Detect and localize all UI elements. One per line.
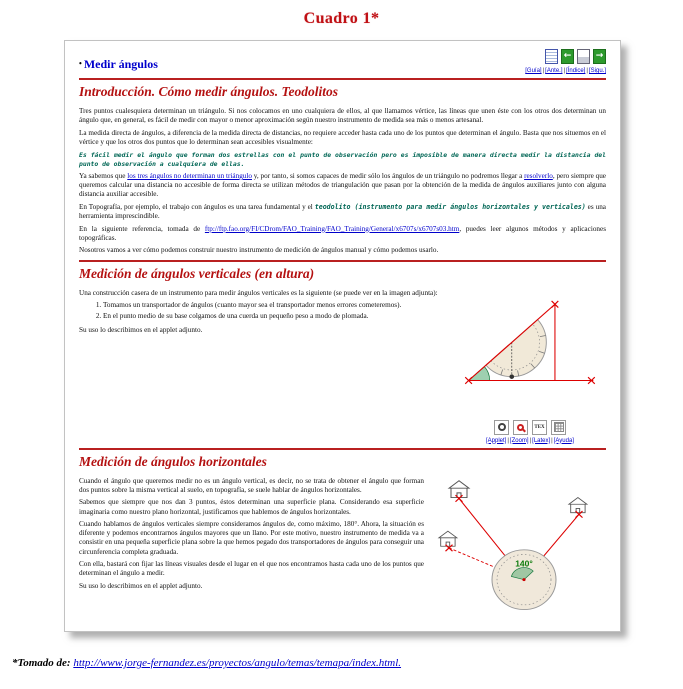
section-divider [79, 448, 606, 450]
header-icon-row [525, 49, 606, 64]
horizontal-figure-column [434, 477, 606, 622]
horizontal-section [79, 477, 606, 622]
applet-link-row [454, 438, 606, 444]
section-divider [79, 78, 606, 80]
paragraph: Su uso lo describimos en el applet adjunto. [79, 582, 203, 591]
quote-paragraph: Es fácil medir el ángulo que forman dos estrellas con el punto de observación pero es imposible de manera directa medir la distancia del punto de observación a cualquiera de ellas. [79, 150, 606, 168]
instrument-steps [103, 301, 444, 321]
vertex-dot [522, 578, 525, 581]
document-icon[interactable] [545, 49, 558, 64]
paragraph: Ya sabemos que los tres ángulos no determinan un triángulo y, por tanto, si somos capaces de medir sólo los ángulos de un triángulo no podremos llegar a resolverlo, pero siempre que queremos calcular una distancia no accesible de forma directa se utilizan métodos de triangulación que pasan por la obtención de la medida de ángulos auxiliares junto con alguna distancia auxiliar accesible. [79, 172, 606, 199]
nav-link-indice[interactable]: [Índice] [566, 68, 586, 74]
forward-icon[interactable]: → [593, 49, 606, 64]
horizontal-angle-figure [436, 477, 604, 617]
house-icon [569, 497, 587, 512]
nav-link-anterior[interactable]: [Ante.] [545, 68, 563, 74]
plumb-weight [509, 374, 514, 379]
house-icon [439, 531, 457, 546]
figure-title: Cuadro 1* [303, 10, 380, 27]
paragraph: Su uso lo describimos en el applet adjunto. [79, 325, 203, 334]
house-icon [449, 480, 469, 497]
intro-heading: Introducción. Cómo medir ángulos. Teodolitos [79, 84, 339, 99]
separator: | [542, 68, 545, 74]
angle-value-label: 140° [515, 559, 533, 569]
vertical-heading: Medición de ángulos verticales (en altura) [79, 265, 315, 281]
x-mark [446, 544, 453, 551]
applet-icon[interactable] [494, 420, 509, 435]
separator: | [563, 68, 566, 74]
paragraph: Cuando el ángulo que queremos medir no es un ángulo vertical, es decir, no se trata de obtener el ángulo que forman dos puntos sobre la misma vertical al suelo, en topografía, se suele hablar de ángulos horizontales. [79, 476, 424, 494]
resolverlo-link[interactable]: resolverlo [524, 172, 553, 180]
header-nav [525, 68, 606, 74]
header-controls [525, 49, 606, 74]
vertical-figure-column [454, 289, 606, 444]
horizontal-heading: Medición de ángulos horizontales [79, 453, 267, 469]
nav-link-siguiente[interactable]: [Sigu.] [588, 68, 606, 74]
webpage-screenshot [64, 40, 621, 632]
paragraph: Cuando hablamos de ángulos verticales siempre consideramos ángulos de, como máximo, 180°. Ahora, la situación es diferente y podemos encontrarnos ángulos mayores que un llano. Por este motivo, nuestro instrumento de medida va a consistir en una pequeña superficie plana sobre la que hemos pegado dos transportadores de ángulos para conseguir una circunferencia completa graduada. [79, 520, 424, 556]
page-header [79, 49, 606, 74]
bullet-icon: • [79, 59, 82, 68]
latex-link[interactable]: [Latex] [532, 437, 551, 444]
separator: | [507, 437, 509, 444]
angles-triangle-link[interactable]: los tres ángulos no determinan un triángulo [127, 172, 252, 180]
x-mark [456, 495, 463, 502]
nav-link-guia[interactable]: [Guía] [525, 68, 542, 74]
step-item: 2. En el punto medio de su base colgamos de una cuerda un pequeño peso a modo de plomada. [103, 312, 444, 321]
vertical-angle-figure [459, 289, 601, 411]
ayuda-link[interactable]: [Ayuda] [553, 437, 574, 444]
fao-reference-link[interactable]: ftp://ftp.fao.org/FI/CDrom/FAO_Training/FAO_Training/General/x6707s/x6707s03.htm [204, 224, 460, 233]
paragraph: En la siguiente referencia, tomada de ftp://ftp.fao.org/FI/CDrom/FAO_Training/FAO_Training/General/x6707s/x6707s03.htm, puedes leer algunos métodos y aplicaciones topográficas. [79, 224, 606, 242]
vertical-text [79, 289, 454, 339]
teodolito-term: teodolito (instrumento para medir ángulos horizontales y verticales) [314, 202, 586, 211]
paragraph: Sabemos que siempre que nos dan 3 puntos, éstos determinan una superficie plana. Considerando esa superficie imaginaria como nuestro plano horizontal, justificamos que hablemos de ángulos horizontales. [79, 498, 424, 516]
latex-icon[interactable]: TEX [532, 420, 547, 435]
separator: | [551, 437, 553, 444]
intro-paragraphs [79, 107, 606, 256]
print-icon[interactable] [577, 49, 590, 64]
section-divider [79, 260, 606, 262]
paragraph: Con ella, bastará con fijar las líneas visuales desde el lugar en el que nos encontramos hasta cada uno de los puntos que determinan el ángulo a medir. [79, 560, 424, 578]
zoom-link[interactable]: [Zoom] [509, 437, 529, 444]
source-footnote [12, 657, 401, 669]
zoom-icon[interactable] [513, 420, 528, 435]
separator: | [586, 68, 588, 74]
applet-link[interactable]: [Applet] [486, 437, 507, 444]
footnote-prefix: *Tomado de: [12, 657, 74, 669]
horizontal-text [79, 477, 434, 595]
paragraph: Tres puntos cualesquiera determinan un triángulo. Si nos colocamos en uno cualquiera de ellos, al que llamamos vértice, las líneas que unen éste con los otros dos determinan un ángulo que, en general, es fácil de medir con mayor o menor aproximación según nuestro instrumento de medida sea más o menos artesanal. [79, 107, 606, 125]
page-title [79, 57, 158, 72]
applet-icon-row [454, 420, 606, 435]
vertical-section [79, 289, 606, 444]
paragraph: En Topografía, por ejemplo, el trabajo con ángulos es una tarea fundamental y el teodolito (instrumento para medir ángulos horizontales y verticales) es una herramienta imprescindible. [79, 202, 606, 221]
step-item: 1. Tomamos un transportador de ángulos (cuanto mayor sea el transportador menos errores cometeremos). [103, 301, 444, 310]
separator: | [529, 437, 532, 444]
paragraph: Una construcción casera de un instrumento para medir ángulos verticales es la siguiente (se puede ver en la imagen adjunta): [79, 288, 438, 297]
page-title-text: Medir ángulos [83, 57, 158, 71]
x-mark [576, 511, 583, 518]
help-grid-icon[interactable] [551, 420, 566, 435]
paragraph: Nosotros vamos a ver cómo podemos construir nuestro instrumento de medición de ángulos manual y cómo podemos usarlo. [79, 246, 439, 255]
paragraph: La medida directa de ángulos, a diferencia de la medida directa de distancias, no requiere acceder hasta cada uno de los puntos que determinan el ángulo. Basta que nos situemos en el vértice y que los otros dos puntos que lo determinan sean accesibles visualmente: [79, 128, 606, 146]
back-icon[interactable]: ← [561, 49, 574, 64]
source-url-link[interactable]: http://www.jorge-fernandez.es/proyectos/angulo/temas/temapa/index.html. [73, 657, 402, 669]
